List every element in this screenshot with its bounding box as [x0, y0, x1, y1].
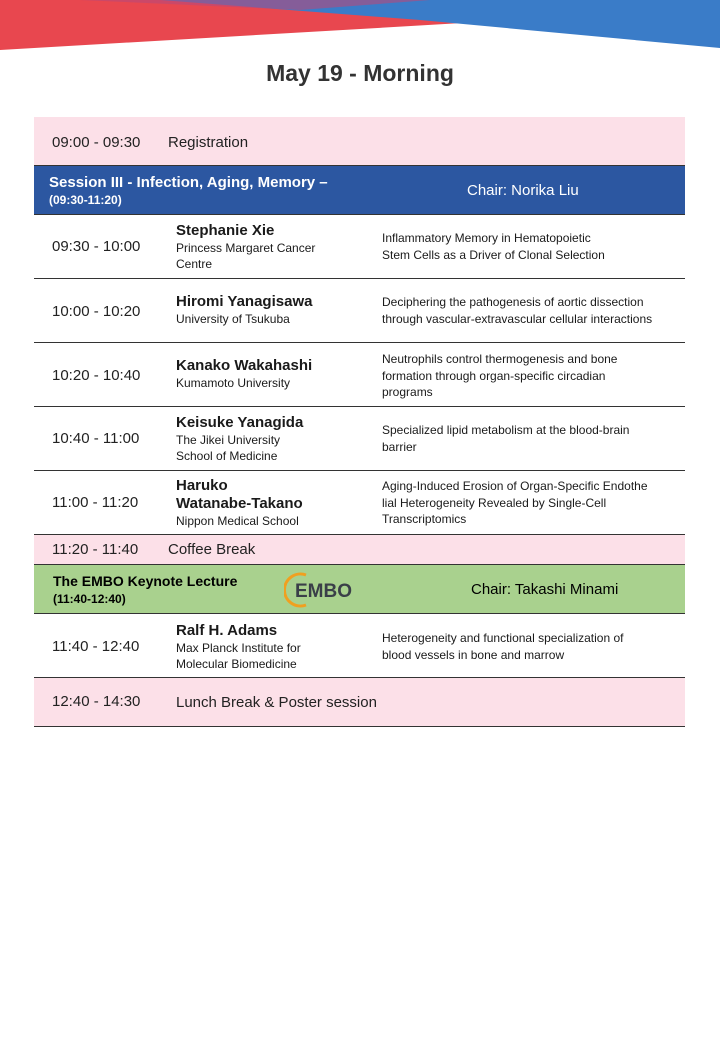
speaker-name: Keisuke Yanagida: [176, 414, 304, 431]
coffee-break-row: [34, 535, 685, 565]
talk-title: [382, 630, 680, 663]
talk-title: [382, 478, 680, 528]
keynote-talk-row: [34, 614, 685, 678]
talk-title-line: Inflammatory Memory in Hematopoietic: [382, 231, 591, 245]
speaker: [176, 357, 312, 391]
speaker-name: Haruko: [176, 477, 228, 494]
keynote-chair: Chair: Takashi Minami: [471, 581, 619, 598]
talk-title-line: Neutrophils control thermogenesis and bone: [382, 352, 618, 366]
speaker-affiliation: Max Planck Institute for: [176, 641, 301, 655]
keynote-title: The EMBO Keynote Lecture: [53, 573, 238, 589]
talk-title-line: barrier: [382, 439, 417, 454]
talk-title: [382, 230, 680, 263]
talk-title-line: Aging-Induced Erosion of Organ-Specific Endothe: [382, 479, 648, 493]
speaker-affiliation: University of Tsukuba: [176, 312, 290, 326]
lunch-time: 12:40 - 14:30: [52, 693, 141, 710]
lunch-label: Lunch Break & Poster session: [176, 694, 377, 711]
talk-title: [382, 351, 680, 401]
talk-title-line: through vascular-extravascular cellular interactions: [382, 311, 653, 326]
speaker-name: Watanabe-Takano: [176, 495, 303, 512]
speaker-affiliation: Molecular Biomedicine: [176, 657, 297, 671]
speaker: [176, 222, 315, 272]
talk-row: [34, 343, 685, 407]
header-banner: [0, 0, 720, 60]
keynote-header: [34, 565, 685, 614]
talk-title-line: blood vessels in bone and marrow: [382, 647, 565, 662]
session-title: Session III - Infection, Aging, Memory –: [49, 174, 328, 191]
talk-title-line: Stem Cells as a Driver of Clonal Selection: [382, 247, 605, 262]
registration-row: [34, 117, 685, 166]
embo-logo: [284, 570, 354, 610]
talk-row: [34, 407, 685, 471]
session-chair: Chair: Norika Liu: [467, 182, 579, 199]
speaker: [176, 622, 301, 672]
talk-title-line: lial Heterogeneity Revealed by Single-Cell: [382, 495, 607, 510]
registration-time: 09:00 - 09:30: [52, 134, 141, 151]
speaker: [176, 414, 303, 464]
speaker-affiliation: Princess Margaret Cancer: [176, 241, 316, 255]
page-title: May 19 - Morning: [266, 60, 454, 86]
registration-label: Registration: [168, 134, 249, 151]
talk-time: 10:20 - 10:40: [52, 367, 141, 384]
talk-title-line: Specialized lipid metabolism at the blood-brain: [382, 423, 630, 437]
coffee-time: 11:20 - 11:40: [52, 541, 139, 558]
speaker-name: Ralf H. Adams: [176, 622, 278, 639]
talk-row: [34, 471, 685, 535]
speaker-name: Stephanie Xie: [176, 222, 275, 239]
talk-row: [34, 215, 685, 279]
speaker: [176, 293, 312, 327]
coffee-label: Coffee Break: [168, 541, 256, 558]
speaker-affiliation: Nippon Medical School: [176, 514, 299, 528]
talk-title-line: programs: [382, 385, 433, 399]
speaker-affiliation: School of Medicine: [176, 449, 278, 463]
schedule-table: [34, 117, 685, 727]
talk-title: [382, 422, 680, 455]
lunch-row: [34, 678, 685, 727]
embo-logo-text: EMBO: [295, 581, 352, 602]
speaker-name: Hiromi Yanagisawa: [176, 293, 313, 310]
speaker-name: Kanako Wakahashi: [176, 357, 313, 374]
session-time: (09:30-11:20): [49, 193, 122, 207]
speaker-affiliation: The Jikei University: [176, 433, 281, 447]
talk-title-line: Deciphering the pathogenesis of aortic dissection: [382, 295, 644, 309]
talk-title-line: formation through organ-specific circadian: [382, 368, 606, 383]
talk-time: 10:40 - 11:00: [52, 430, 140, 447]
speaker: [176, 477, 303, 529]
talk-title-line: Heterogeneity and functional specialization of: [382, 631, 624, 645]
talk-row: [34, 279, 685, 343]
talk-title: [382, 294, 680, 327]
talk-title-line: Transcriptomics: [382, 512, 467, 526]
talk-time: 11:00 - 11:20: [52, 494, 139, 511]
keynote-time: (11:40-12:40): [53, 592, 126, 606]
session-header: [34, 166, 685, 215]
talk-time: 11:40 - 12:40: [52, 638, 140, 655]
talk-time: 10:00 - 10:20: [52, 303, 141, 320]
speaker-affiliation: Kumamoto University: [176, 376, 291, 390]
speaker-affiliation: Centre: [176, 257, 213, 271]
talk-time: 09:30 - 10:00: [52, 238, 141, 255]
